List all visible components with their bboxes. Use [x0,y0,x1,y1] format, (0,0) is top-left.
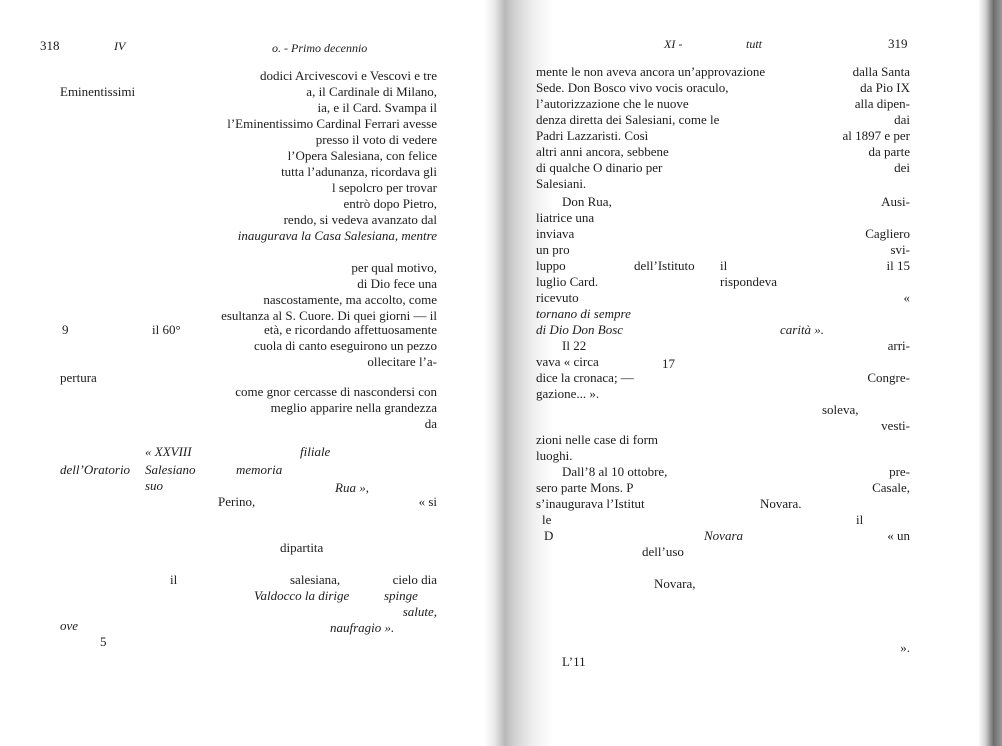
text-line: Cagliero [865,226,910,241]
text-line: filiale [300,444,331,459]
text-line: dell’Oratorio [60,462,131,477]
text-line: dai [894,112,910,127]
text-line: mente le non aveva ancora un’approvazione [536,64,766,79]
text-line: 5 [100,634,107,649]
text-line: al 1897 e per [842,128,910,143]
text-line: Valdocco la dirige [254,588,350,603]
text-line: tutta l’adunanza, ricordava gli [281,164,437,179]
text-line: età, e ricordando affettuosamente [263,322,437,337]
text-line: denza diretta dei Salesiani, come le [536,112,720,127]
text-line: Eminentissimi [60,84,136,99]
text-line: naufragio ». [330,620,395,635]
text-line: Il 22 [562,338,587,353]
running-head-left: o. - Primo decennio [272,41,368,55]
text-line: cuola di canto eseguirono un pezzo [253,338,437,353]
text-line: un pro [536,242,570,257]
text-line: Perino, [218,494,256,509]
text-line: di Dio fece una [357,276,437,291]
text-line: Don Rua, [562,194,612,209]
text-line: liatrice una [536,210,595,225]
text-line: presso il voto di vedere [315,132,437,147]
chapter-roman-right: XI - [664,37,683,51]
text-line: gazione... ». [536,386,600,401]
page-edge-shadow [978,0,1002,746]
text-line: a, il Cardinale di Milano, [306,84,437,99]
text-line: luppo [536,258,566,273]
text-line: Salesiano [145,462,196,477]
text-line: pre- [889,464,910,479]
text-line: dipartita [280,540,324,555]
text-line: Congre- [867,370,910,385]
text-line: memoria [236,462,283,477]
text-line: « XXVIII [145,444,192,459]
text-line: nascostamente, ma accolto, come [263,292,437,307]
text-line: salute, [402,604,437,619]
text-line: Padri Lazzaristi. Così [536,128,649,143]
text-line: rispondeva [720,274,778,289]
text-line: vava « circa [536,354,599,369]
text-line: inviava [536,226,575,241]
text-line: dodici Arcivescovi e Vescovi e tre [259,68,437,83]
text-line: Dall’8 al 10 ottobre, [562,464,668,479]
text-line: l sepolcro per trovar [331,180,437,195]
text-line: inaugurava la Casa Salesiana, mentre [237,228,437,243]
text-line: 9 [62,322,69,337]
text-line: Novara, [654,576,696,591]
text-line: Sede. Don Bosco vivo vocis oraculo, [536,80,729,95]
text-line: da Pio IX [860,80,910,95]
page-number-right: 319 [888,36,908,51]
page-number-left: 318 [40,38,60,53]
text-line: l’autorizzazione che le nuove [536,96,689,111]
text-line: le [542,512,552,527]
text-line: luglio Card. [536,274,599,289]
text-line: il [720,258,728,273]
text-line: ». [900,640,910,655]
text-line: da [424,416,437,431]
text-line: entrò dopo Pietro, [343,196,437,211]
text-line: tornano di sempre [536,306,631,321]
text-line: meglio apparire nella grandezza [270,400,437,415]
text-line: salesiana, [290,572,341,587]
text-line: s’inaugurava l’Istitut [536,496,645,511]
text-line: Ausi- [881,194,910,209]
text-line: il [170,572,178,587]
text-line: il 15 [886,258,910,273]
text-line: spinge [384,588,418,603]
text-line: dell’Istituto [634,258,695,273]
text-line: luoghi. [536,448,573,463]
text-line: alla dipen- [854,96,910,111]
text-line: Novara. [760,496,802,511]
text-line: carità ». [780,322,825,337]
text-line: Rua », [335,480,369,495]
text-line: Salesiani. [536,176,587,191]
text-line: il [856,512,864,527]
text-line: L’11 [562,654,586,669]
text-line: di qualche O dinario per [536,160,663,175]
text-line: dell’uso [642,544,684,559]
chapter-roman-left: IV [114,39,126,53]
text-line: da parte [868,144,910,159]
text-line: ia, e il Card. Svampa il [317,100,437,115]
running-head-right: tutt [746,37,763,51]
text-line: di Dio Don Bosc [536,322,624,337]
text-line: D [544,528,554,543]
text-line: ollecitare l’a- [367,354,437,369]
text-line: dice la cronaca; — [536,370,634,385]
text-line: il 60° [152,322,181,337]
text-line: ove [60,618,79,633]
text-line: suo [145,478,164,493]
text-line: soleva, [822,402,859,417]
text-line: ricevuto [536,290,579,305]
text-line: 17 [662,356,675,371]
text-line: arri- [887,338,910,353]
text-line: cielo dia [392,572,437,587]
text-line: svi- [890,242,910,257]
text-line: esultanza al S. Cuore. Di quei giorni — il [221,308,437,323]
text-line: sero parte Mons. P [536,480,634,495]
text-line: dei [894,160,910,175]
text-line: l’Eminentissimo Cardinal Ferrari avesse [227,116,437,131]
text-line: altri anni ancora, sebbene [536,144,669,159]
text-line: « si [418,494,437,509]
text-line: rendo, si vedeva avanzato dal [283,212,437,227]
text-line: vesti- [881,418,910,433]
text-line: dalla Santa [852,64,910,79]
text-line: « un [887,528,910,543]
text-line: come gnor cercasse di nascondersi con [235,384,437,399]
text-line: Novara [704,528,743,543]
text-line: « [903,290,910,305]
text-line: pertura [60,370,97,385]
text-line: zioni nelle case di form [536,432,659,447]
text-line: l’Opera Salesiana, con felice [287,148,437,163]
text-line: per qual motivo, [351,260,437,275]
text-line: Casale, [872,480,910,495]
